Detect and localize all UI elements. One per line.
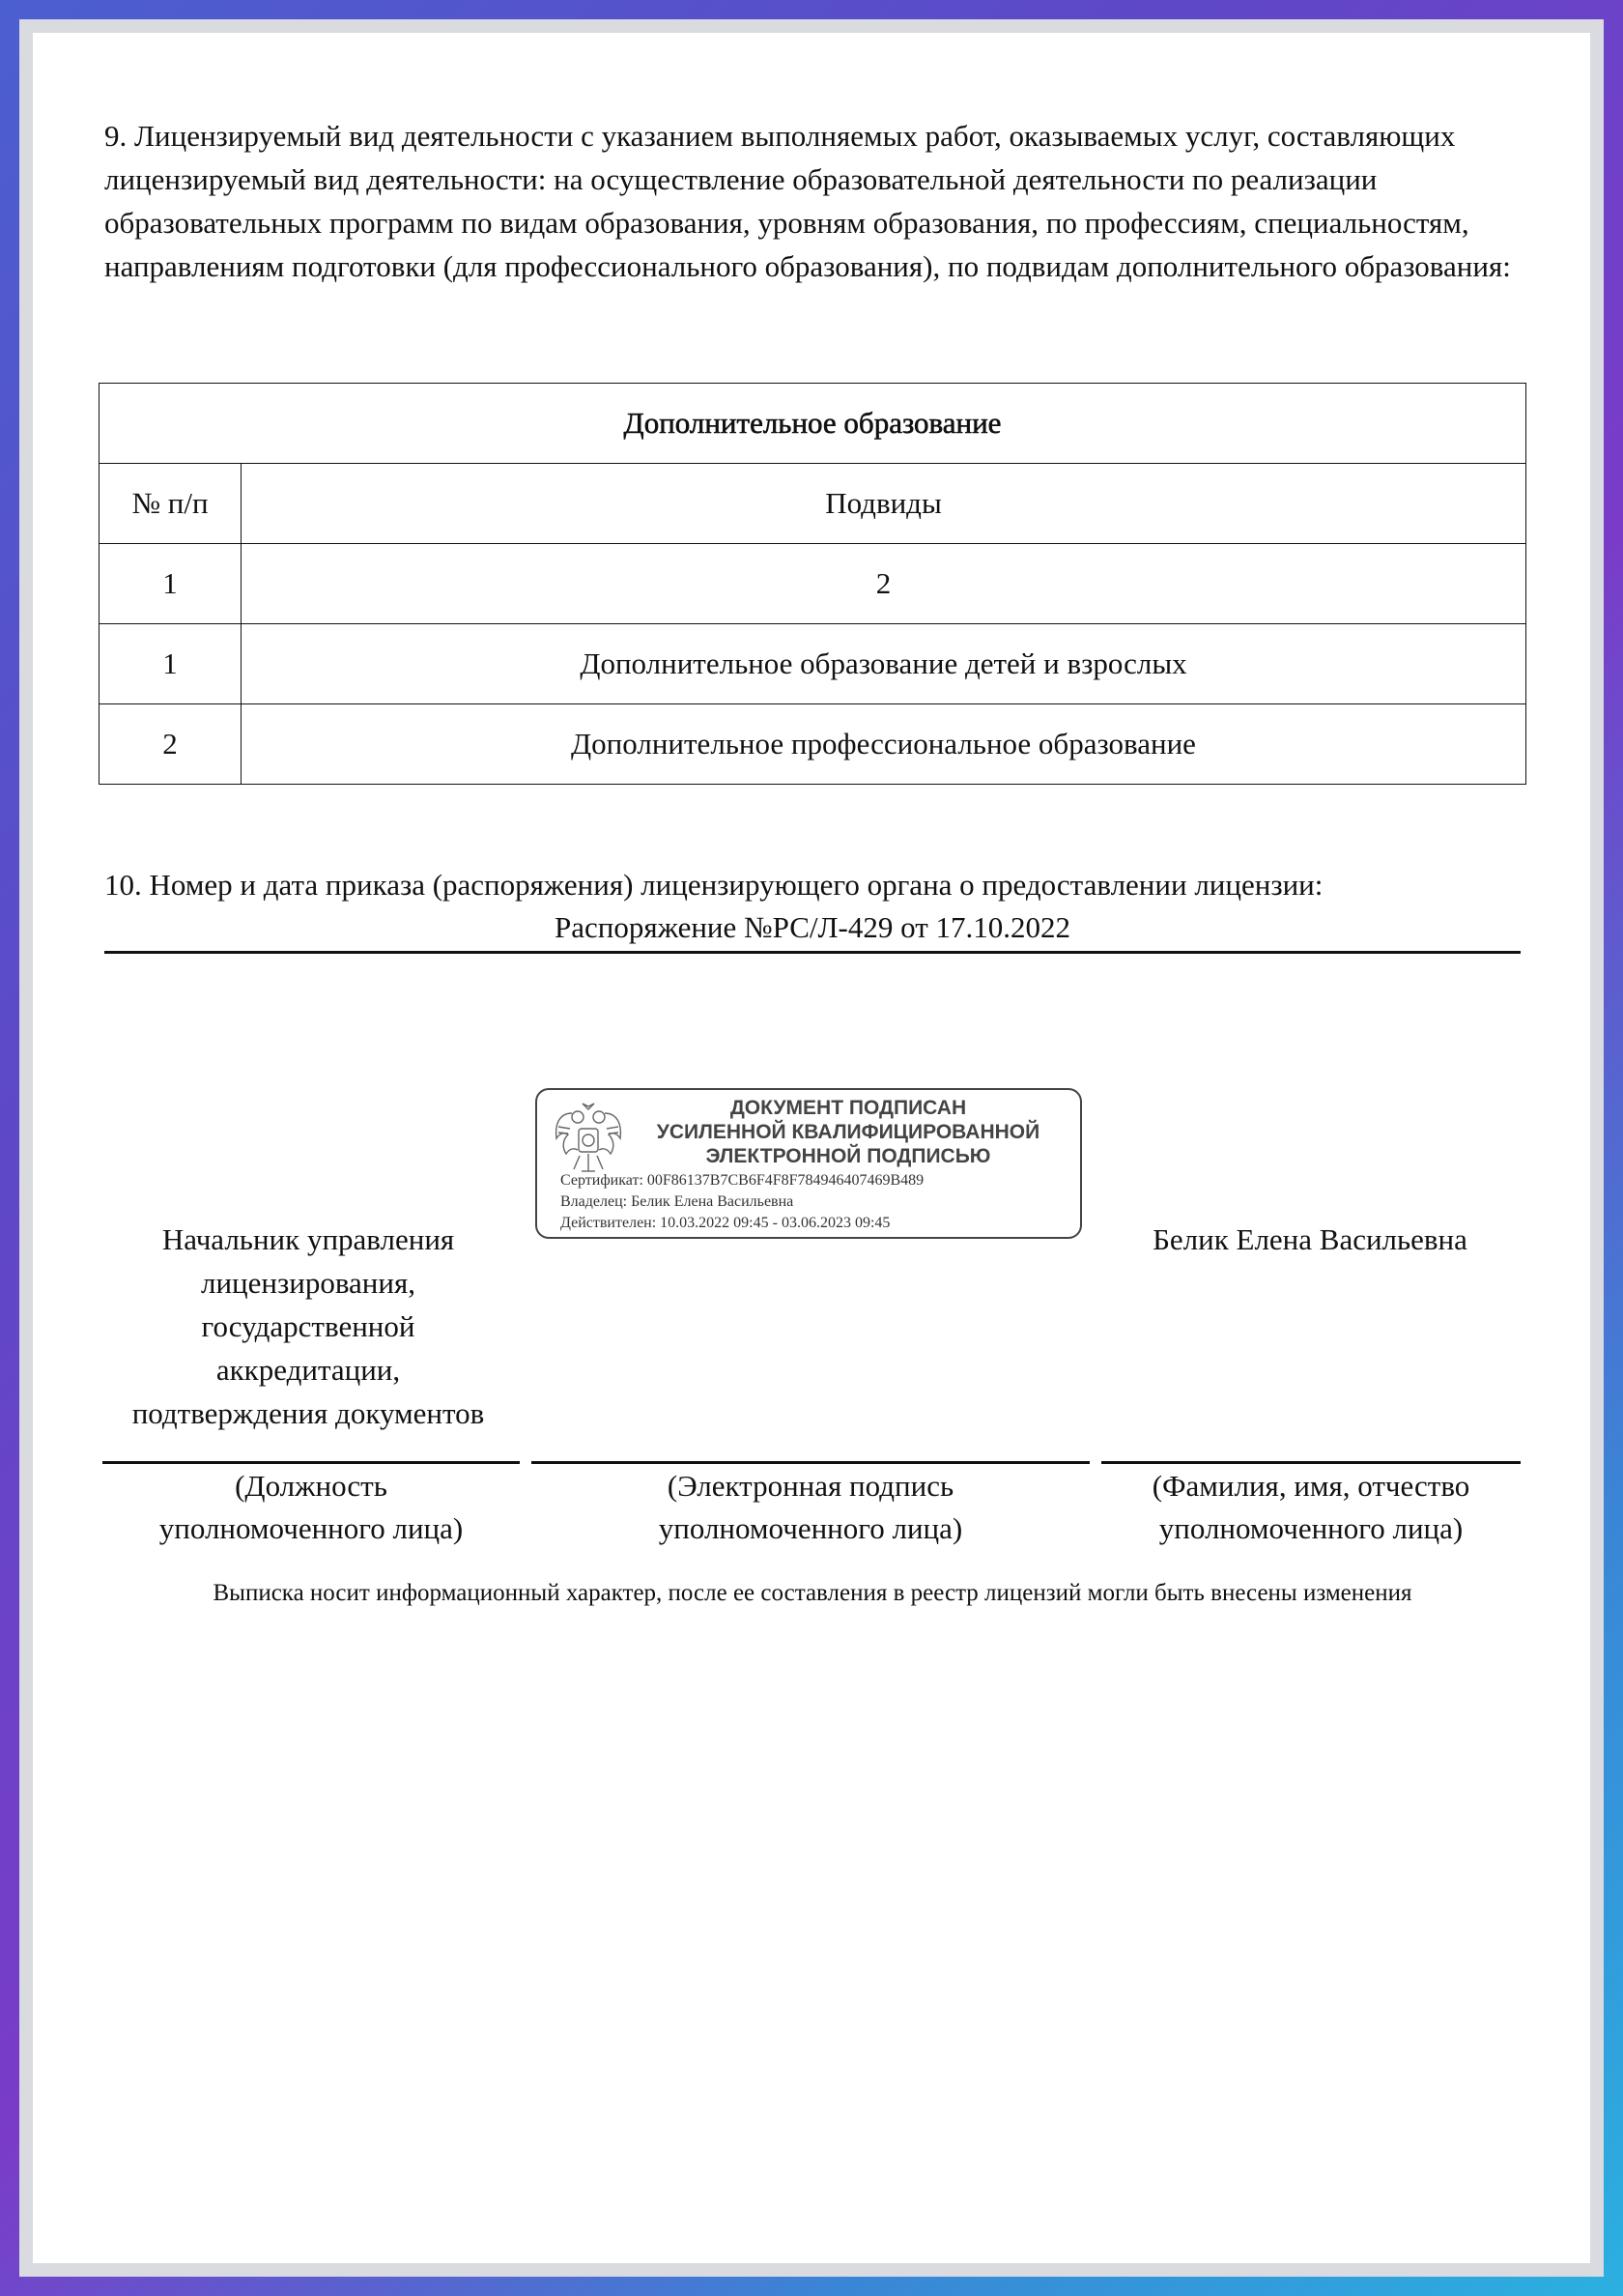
footer-note: Выписка носит информационный характер, после ее составления в реестр лицензий могли быть внесены изменения: [213, 1580, 1412, 1606]
caption-name: [1101, 1465, 1521, 1550]
name-underline: [1101, 1461, 1521, 1464]
coat-of-arms-icon: [551, 1100, 626, 1177]
section-10: [104, 864, 1521, 954]
section-9: [104, 114, 1524, 288]
row-number: 1: [100, 544, 242, 624]
signer-position-line: лицензирования,: [200, 1266, 415, 1300]
row-number: 1: [100, 624, 242, 704]
stamp-title-line-1: ДОКУМЕНТ ПОДПИСАН: [729, 1097, 967, 1119]
additional-education-table: [99, 383, 1526, 785]
table-row: [100, 544, 1526, 624]
table-row: [100, 704, 1526, 785]
header-subtypes: Подвиды: [242, 464, 1526, 544]
table-header-row: [100, 464, 1526, 544]
electronic-signature-stamp: [535, 1088, 1082, 1239]
table-title-row: [100, 384, 1526, 464]
row-subtype: 2: [242, 544, 1526, 624]
caption-position-line: (Должность: [235, 1469, 387, 1503]
signature-underline: [531, 1461, 1090, 1464]
stamp-title: [626, 1096, 1070, 1168]
row-subtype: Дополнительное образование детей и взрослых: [242, 624, 1526, 704]
signer-position: [100, 1218, 516, 1435]
stamp-title-line-3: ЭЛЕКТРОННОЙ ПОДПИСЬЮ: [705, 1145, 991, 1167]
signer-position-line: Начальник управления: [161, 1222, 455, 1256]
stamp-certificate: Сертификат: 00F86137B7CB6F4F8F784946407469B489: [560, 1172, 925, 1189]
header-number: № п/п: [100, 464, 242, 544]
caption-position-line: уполномоченного лица): [158, 1511, 464, 1545]
row-subtype: Дополнительное профессиональное образование: [242, 704, 1526, 785]
position-underline: [102, 1461, 520, 1464]
signer-position-line: аккредитации,: [215, 1353, 401, 1387]
caption-name-line: уполномоченного лица): [1158, 1511, 1464, 1545]
caption-name-line: (Фамилия, имя, отчество: [1152, 1469, 1470, 1503]
table-title: Дополнительное образование: [100, 384, 1526, 464]
caption-position: [102, 1465, 520, 1550]
order-value: Распоряжение №РС/Л-429 от 17.10.2022: [104, 906, 1521, 954]
document-page: [33, 33, 1590, 2263]
caption-signature-line: уполномоченного лица): [658, 1511, 963, 1545]
table-row: [100, 624, 1526, 704]
caption-signature-line: (Электронная подпись: [667, 1469, 954, 1503]
signer-position-line: государственной: [201, 1309, 415, 1343]
stamp-title-line-2: УСИЛЕННОЙ КВАЛИФИЦИРОВАННОЙ: [656, 1121, 1040, 1143]
stamp-valid: Действителен: 10.03.2022 09:45 - 03.06.2023 09:45: [560, 1215, 891, 1231]
row-number: 2: [100, 704, 242, 785]
stamp-owner: Владелец: Белик Елена Васильевна: [560, 1193, 794, 1210]
signer-position-line: подтверждения документов: [131, 1396, 485, 1430]
signer-name: Белик Елена Васильевна: [1153, 1222, 1467, 1256]
order-label: 10. Номер и дата приказа (распоряжения) лицензирующего органа о предоставлении лицензии:: [104, 868, 1324, 902]
section-9-text: 9. Лицензируемый вид деятельности с указанием выполняемых работ, оказываемых услуг, составляющих лицензируемый вид деятельности: на осуществление образовательной деятельности по реализации образовательных программ по видам образования, уровням образования, по профессиям, специальностям, направлениям подготовки (для профессионального образования), по подвидам дополнительного образования:: [104, 119, 1511, 283]
caption-signature: [531, 1465, 1090, 1550]
